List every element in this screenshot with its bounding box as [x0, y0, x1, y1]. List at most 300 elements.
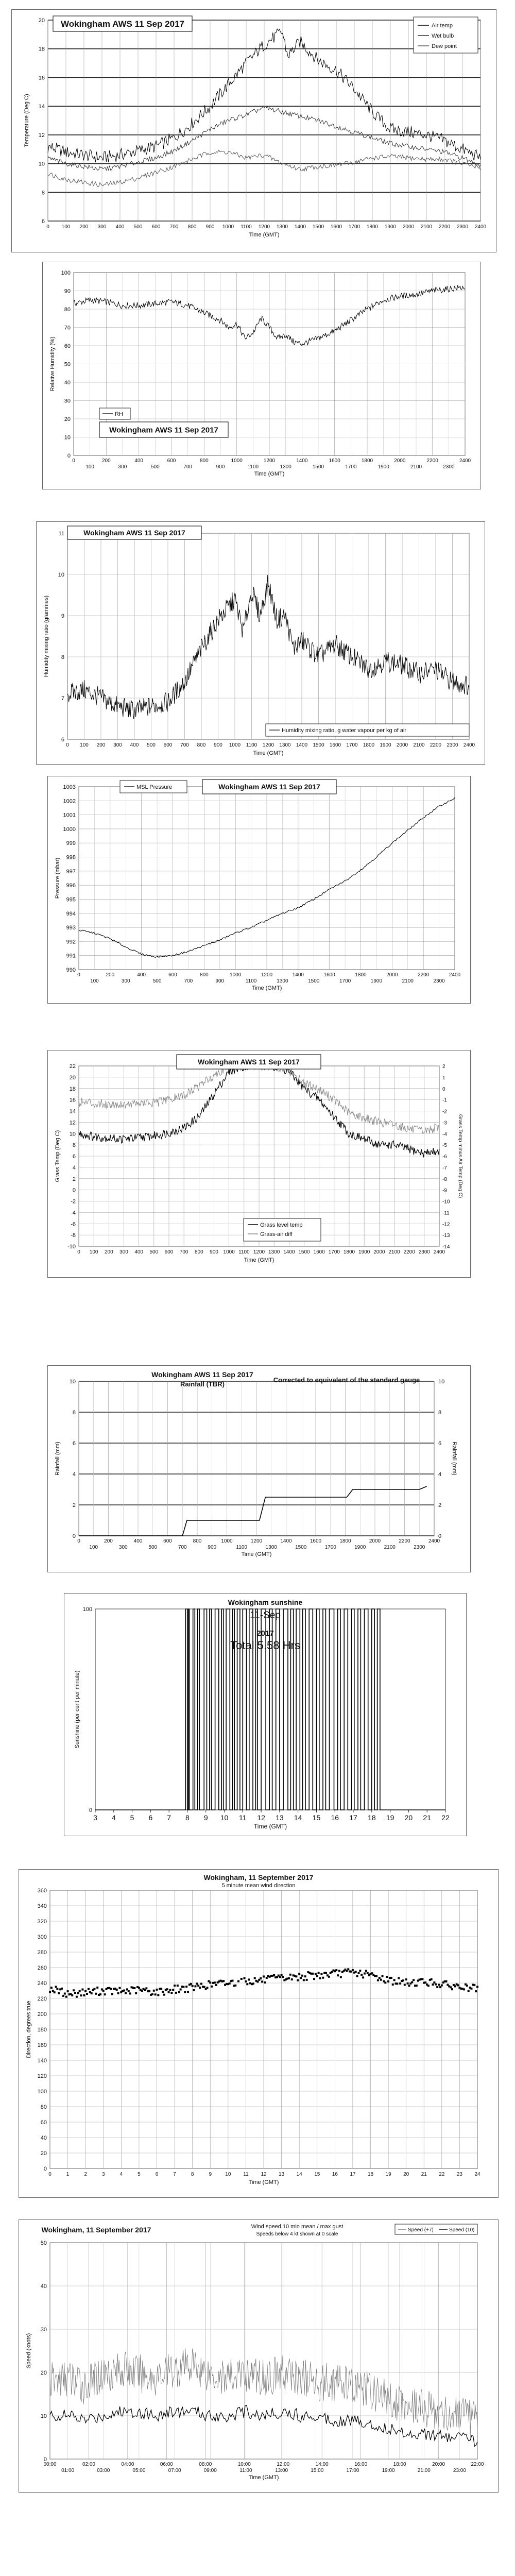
direction-point — [476, 1986, 478, 1988]
x-tick-label: 500 — [147, 742, 156, 748]
x-tick-label: 300 — [113, 742, 122, 748]
x-tick-label: 1900 — [370, 978, 383, 984]
direction-point — [408, 1985, 410, 1987]
x-tick-label: 600 — [151, 224, 161, 230]
y-axis-label: Temperature (Deg C) — [24, 94, 30, 147]
year-label: 2017 — [256, 1629, 274, 1638]
direction-point — [421, 1978, 423, 1980]
x-tick-label: 1900 — [377, 464, 389, 470]
direction-point — [182, 1986, 184, 1988]
y-axis-label: Humidity mixing ratio (grammes) — [43, 595, 49, 677]
direction-point — [433, 1981, 435, 1984]
chart-annotation: Corrected to equivalent of the standard gauge — [273, 1376, 420, 1384]
direction-point — [254, 1977, 256, 1979]
y-tick-label: 100 — [82, 1606, 92, 1613]
x-tick-label: 06:00 — [160, 2462, 173, 2467]
direction-point — [304, 1975, 306, 1977]
y-tick-label: 60 — [64, 343, 71, 349]
x-tick-label: 1100 — [241, 224, 252, 230]
direction-point — [175, 1992, 177, 1994]
direction-point — [84, 1990, 87, 1992]
direction-point — [58, 1992, 60, 1994]
x-tick-label: 1600 — [313, 1249, 325, 1255]
x-tick-label: 1800 — [343, 1249, 355, 1255]
direction-point — [377, 1979, 379, 1981]
y-right-tick-label: 8 — [438, 1410, 442, 1416]
x-tick-label: 19 — [385, 2172, 391, 2177]
direction-point — [393, 1979, 396, 1981]
x-tick-label: 1100 — [236, 1545, 248, 1550]
y-tick-label: 40 — [40, 2135, 47, 2141]
legend-label: Humidity mixing ratio, g water vapour per kg of air — [282, 727, 407, 734]
direction-point — [116, 1989, 118, 1991]
direction-point — [117, 1992, 119, 1994]
y-tick-label: 360 — [37, 1888, 47, 1894]
x-tick-label: 2100 — [388, 1249, 400, 1255]
direction-point — [160, 1988, 162, 1990]
y-tick-label: 12 — [38, 132, 45, 139]
x-tick-label: 1800 — [339, 1538, 351, 1544]
y-tick-label: 1000 — [63, 826, 76, 833]
x-axis-label: Time (GMT) — [244, 1257, 274, 1263]
direction-point — [126, 1988, 128, 1990]
x-tick-label: 1700 — [346, 742, 358, 748]
x-tick-label: 300 — [121, 978, 130, 984]
y-tick-label: 12 — [69, 1120, 76, 1126]
x-tick-label: 11:00 — [239, 2468, 252, 2473]
chart-title: Wokingham AWS 11 Sep 2017 — [198, 1058, 300, 1066]
x-tick-label: 9 — [203, 1814, 208, 1822]
x-tick-label: 800 — [194, 1249, 203, 1255]
direction-point — [261, 1980, 263, 1982]
direction-point — [454, 1985, 456, 1987]
x-tick-label: 2100 — [420, 224, 433, 230]
pressure-chart — [48, 776, 470, 1003]
humidity-chart — [43, 262, 480, 489]
x-tick-label: 1100 — [247, 464, 259, 470]
direction-point — [291, 1978, 293, 1980]
x-tick-label: 5 — [138, 2172, 141, 2177]
x-tick-label: 6 — [148, 1814, 153, 1822]
y-tick-label: 0 — [72, 1533, 76, 1539]
direction-point — [135, 1992, 137, 1994]
x-tick-label: 07:00 — [168, 2468, 181, 2473]
x-tick-label: 500 — [150, 464, 160, 470]
chart-title: Wokingham AWS 11 Sep 2017 — [151, 1370, 253, 1379]
x-tick-label: 900 — [205, 224, 215, 230]
x-tick-label: 0 — [77, 1538, 80, 1544]
x-tick-label: 400 — [115, 224, 125, 230]
x-tick-label: 05:00 — [132, 2468, 146, 2473]
direction-point — [279, 1976, 281, 1978]
x-tick-label: 1500 — [298, 1249, 310, 1255]
direction-point — [199, 1987, 201, 1989]
x-tick-label: 1500 — [295, 1545, 307, 1550]
y-tick-label: 70 — [64, 325, 71, 331]
x-tick-label: 2200 — [403, 1249, 415, 1255]
direction-point — [364, 1973, 366, 1975]
direction-point — [335, 1969, 337, 1971]
x-tick-label: 1400 — [296, 742, 308, 748]
y-right-tick-label: -3 — [442, 1120, 447, 1126]
x-tick-label: 17:00 — [346, 2468, 359, 2473]
y-tick-label: 4 — [72, 1471, 76, 1478]
x-tick-label: 2200 — [430, 742, 442, 748]
y-right-tick-label: -1 — [442, 1097, 447, 1104]
y-tick-label: 340 — [37, 1903, 47, 1909]
x-tick-label: 3 — [93, 1814, 97, 1822]
x-tick-label: 1100 — [245, 978, 257, 984]
direction-point — [281, 1974, 283, 1976]
direction-point — [170, 1992, 173, 1994]
y-tick-label: 300 — [37, 1934, 47, 1940]
direction-point — [439, 1986, 441, 1988]
direction-point — [325, 1972, 327, 1974]
chart-title: Wokingham, 11 September 2017 — [41, 2226, 151, 2234]
x-tick-label: 2 — [84, 2172, 87, 2177]
y-tick-label: 992 — [66, 939, 76, 945]
rainfall-chart — [48, 1366, 470, 1572]
direction-point — [402, 1979, 404, 1981]
x-tick-label: 00:00 — [43, 2462, 57, 2467]
x-tick-label: 22 — [439, 2172, 445, 2177]
x-tick-label: 1900 — [354, 1545, 366, 1550]
direction-point — [174, 1985, 176, 1987]
x-tick-label: 2400 — [449, 972, 461, 978]
x-tick-label: 10 — [220, 1814, 229, 1822]
y-tick-label: 100 — [37, 2089, 47, 2095]
y-tick-label: 10 — [69, 1379, 76, 1385]
y-tick-label: 9 — [61, 613, 64, 619]
x-tick-label: 2000 — [373, 1249, 385, 1255]
y-tick-label: 2 — [72, 1502, 76, 1509]
x-tick-label: 15:00 — [311, 2468, 324, 2473]
direction-point — [266, 1977, 268, 1979]
chart-title: Wokingham AWS 11 Sep 2017 — [109, 426, 218, 435]
direction-point — [441, 1985, 443, 1987]
y-axis-label: Relative Humidity (%) — [49, 336, 56, 392]
direction-point — [297, 1979, 299, 1981]
x-tick-label: 1600 — [329, 458, 340, 464]
temperature-chart — [12, 10, 496, 252]
direction-point — [387, 1980, 389, 1982]
direction-point — [80, 1994, 82, 1996]
direction-point — [392, 1984, 394, 1986]
x-axis-label: Time (GMT) — [253, 750, 284, 756]
y-right-tick-label: 1 — [442, 1075, 445, 1081]
y-tick-label: 50 — [40, 2240, 47, 2246]
y-tick-label: 30 — [40, 2327, 47, 2333]
chart-subtitle: Rainfall (TBR) — [180, 1380, 225, 1388]
direction-point — [214, 1981, 216, 1984]
y-right-tick-label: -6 — [442, 1154, 447, 1160]
x-tick-label: 700 — [179, 1249, 188, 1255]
x-axis-label: Time (GMT) — [248, 2179, 279, 2185]
direction-point — [396, 1982, 398, 1985]
x-tick-label: 200 — [96, 742, 106, 748]
y-right-tick-label: 10 — [438, 1379, 445, 1385]
x-tick-label: 400 — [134, 1249, 144, 1255]
x-tick-label: 600 — [167, 458, 176, 464]
x-tick-label: 1700 — [324, 1545, 336, 1550]
x-tick-label: 100 — [80, 742, 89, 748]
direction-point — [431, 1978, 433, 1980]
y-tick-label: 16 — [69, 1097, 76, 1104]
x-tick-label: 200 — [104, 1538, 113, 1544]
direction-point — [156, 1989, 158, 1991]
direction-point — [102, 1990, 105, 1992]
y-right-tick-label: -11 — [442, 1210, 450, 1216]
direction-point — [133, 1987, 135, 1989]
x-tick-label: 1400 — [283, 1249, 295, 1255]
direction-point — [203, 1986, 205, 1988]
direction-point — [398, 1977, 400, 1979]
x-tick-label: 1700 — [339, 978, 351, 984]
y-tick-label: 10 — [58, 572, 64, 578]
x-tick-label: 10:00 — [237, 2462, 251, 2467]
direction-point — [411, 1981, 413, 1984]
y-tick-label: 14 — [38, 104, 45, 110]
x-tick-label: 15 — [314, 2172, 320, 2177]
x-tick-label: 2000 — [386, 972, 398, 978]
direction-point — [450, 1986, 452, 1988]
y-tick-label: 20 — [64, 416, 71, 422]
x-tick-label: 1400 — [296, 458, 308, 464]
y-right-tick-label: -4 — [442, 1131, 447, 1138]
legend-label: Speed (10) — [449, 2227, 475, 2233]
x-tick-label: 1700 — [345, 464, 357, 470]
x-tick-label: 1800 — [355, 972, 367, 978]
direction-point — [74, 1992, 76, 1994]
x-tick-label: 3 — [101, 2172, 105, 2177]
x-tick-label: 1300 — [280, 464, 291, 470]
x-tick-label: 700 — [178, 1545, 187, 1550]
y-tick-label: 20 — [69, 1074, 76, 1081]
x-tick-label: 2100 — [410, 464, 422, 470]
y-tick-label: 140 — [37, 2058, 47, 2064]
direction-point — [178, 1991, 180, 1993]
direction-point — [337, 1974, 339, 1976]
y-tick-label: 10 — [40, 2413, 47, 2419]
x-tick-label: 1800 — [361, 458, 373, 464]
x-axis-label: Time (GMT) — [241, 1551, 272, 1557]
x-tick-label: 22 — [441, 1814, 450, 1822]
direction-point — [322, 1977, 324, 1979]
x-tick-label: 100 — [85, 464, 95, 470]
x-tick-label: 0 — [77, 972, 80, 978]
direction-point — [328, 1976, 330, 1978]
x-tick-label: 2400 — [428, 1538, 440, 1544]
y-tick-label: 16 — [38, 75, 45, 81]
direction-point — [306, 1979, 308, 1981]
y-tick-label: -8 — [71, 1232, 76, 1239]
y-tick-label: 991 — [66, 953, 76, 959]
x-axis-label: Time (GMT) — [249, 232, 280, 238]
direction-point — [375, 1975, 377, 1977]
x-tick-label: 21 — [421, 2172, 427, 2177]
direction-point — [125, 1992, 127, 1994]
x-tick-label: 700 — [184, 978, 193, 984]
x-axis-label: Time (GMT) — [251, 985, 282, 991]
mixing-ratio-chart-panel — [36, 521, 485, 765]
direction-point — [241, 1978, 243, 1980]
x-tick-label: 18:00 — [393, 2462, 406, 2467]
y-tick-label: 40 — [40, 2283, 47, 2290]
direction-point — [282, 1976, 284, 1978]
y-right-tick-label: -10 — [442, 1199, 450, 1205]
x-tick-label: 0 — [48, 2172, 52, 2177]
y-tick-label: 200 — [37, 2011, 47, 2018]
x-tick-label: 2300 — [443, 464, 455, 470]
x-tick-label: 1 — [66, 2172, 70, 2177]
direction-point — [404, 1984, 406, 1986]
x-tick-label: 1600 — [330, 224, 342, 230]
y-tick-label: 993 — [66, 925, 76, 931]
y-tick-label: 10 — [38, 161, 45, 167]
direction-point — [355, 1971, 357, 1973]
direction-point — [185, 1986, 187, 1988]
y-right-tick-label: 4 — [438, 1471, 442, 1478]
direction-point — [157, 1994, 159, 1996]
direction-point — [295, 1975, 297, 1977]
y-tick-label: 160 — [37, 2042, 47, 2048]
y-tick-label: 14 — [69, 1108, 76, 1115]
x-tick-label: 2300 — [418, 1249, 430, 1255]
y-right-tick-label: 0 — [438, 1533, 442, 1539]
direction-point — [318, 1972, 320, 1974]
x-tick-label: 400 — [133, 1538, 143, 1544]
x-tick-label: 400 — [137, 972, 146, 978]
direction-point — [416, 1985, 418, 1987]
x-tick-label: 100 — [89, 1545, 98, 1550]
wind-speed-chart — [19, 2220, 498, 2492]
y-tick-label: 0 — [72, 1187, 76, 1194]
direction-point — [110, 1988, 112, 1990]
sunshine-chart-panel — [64, 1593, 467, 1836]
x-tick-label: 1800 — [363, 742, 375, 748]
x-tick-label: 1000 — [230, 972, 242, 978]
direction-point — [169, 1989, 171, 1991]
plot-area — [50, 2243, 477, 2459]
y-tick-label: 0 — [89, 1807, 92, 1814]
x-tick-label: 08:00 — [199, 2462, 212, 2467]
direction-point — [347, 1968, 349, 1970]
x-tick-label: 11 — [239, 1814, 247, 1822]
direction-point — [64, 1993, 66, 1995]
y-right-tick-label: -7 — [442, 1165, 447, 1171]
y-tick-label: 1003 — [63, 784, 76, 790]
direction-point — [303, 1979, 305, 1981]
direction-point — [187, 1991, 189, 1993]
y-tick-label: 18 — [38, 46, 45, 53]
direction-point — [356, 1975, 358, 1977]
direction-point — [360, 1974, 363, 1976]
x-tick-label: 800 — [197, 742, 206, 748]
x-tick-label: 23 — [456, 2172, 462, 2177]
direction-point — [95, 1993, 97, 1995]
x-tick-label: 100 — [61, 224, 71, 230]
direction-point — [390, 1977, 392, 1979]
x-tick-label: 10 — [225, 2172, 231, 2177]
x-tick-label: 4 — [119, 2172, 123, 2177]
direction-point — [111, 1993, 113, 1995]
direction-point — [81, 1989, 83, 1991]
y-tick-label: 22 — [69, 1063, 76, 1070]
direction-point — [405, 1978, 407, 1980]
x-tick-label: 2400 — [474, 224, 487, 230]
y-axis-label: Grass Temp (Deg C) — [55, 1130, 61, 1182]
x-tick-label: 09:00 — [203, 2468, 217, 2473]
y-right-tick-label: -2 — [442, 1109, 447, 1115]
y-right-tick-label: 2 — [438, 1502, 442, 1509]
legend-label: Grass-air diff — [260, 1231, 293, 1238]
y-tick-label: 995 — [66, 896, 76, 903]
total-label: Total 5.58 Hrs — [230, 1639, 300, 1652]
x-tick-label: 600 — [163, 1538, 172, 1544]
direction-point — [151, 1993, 153, 1995]
y-tick-label: 999 — [66, 840, 76, 847]
x-tick-label: 1500 — [313, 742, 324, 748]
direction-point — [367, 1972, 369, 1974]
x-tick-label: 20:00 — [432, 2462, 445, 2467]
y-tick-label: 20 — [40, 2150, 47, 2157]
x-tick-label: 300 — [97, 224, 107, 230]
x-tick-label: 700 — [183, 464, 193, 470]
y-right-tick-label: -14 — [442, 1244, 450, 1250]
y-tick-label: 60 — [40, 2120, 47, 2126]
direction-point — [466, 1985, 468, 1987]
y-tick-label: 7 — [61, 696, 64, 702]
x-tick-label: 2200 — [438, 224, 451, 230]
direction-point — [67, 1990, 69, 1992]
direction-point — [320, 1973, 322, 1975]
direction-point — [231, 1980, 233, 1982]
y-right-tick-label: -5 — [442, 1143, 447, 1149]
direction-point — [288, 1977, 290, 1979]
y-tick-label: 240 — [37, 1980, 47, 1987]
direction-point — [234, 1985, 236, 1987]
x-tick-label: 2300 — [456, 224, 469, 230]
x-tick-label: 400 — [134, 458, 144, 464]
x-tick-label: 500 — [149, 1249, 159, 1255]
x-tick-label: 2200 — [418, 972, 430, 978]
x-tick-label: 1600 — [310, 1538, 322, 1544]
x-tick-label: 13:00 — [275, 2468, 288, 2473]
direction-point — [162, 1991, 164, 1993]
x-tick-label: 16 — [332, 2172, 338, 2177]
direction-point — [180, 1989, 182, 1991]
y-right-axis-label: Rainfall (mm) — [451, 1442, 457, 1476]
x-tick-label: 900 — [210, 1249, 218, 1255]
x-tick-label: 1600 — [329, 742, 341, 748]
direction-point — [273, 1974, 275, 1976]
y-tick-label: 11 — [58, 531, 64, 537]
x-tick-label: 1500 — [312, 224, 324, 230]
x-tick-label: 300 — [118, 464, 127, 470]
humidity-chart-panel — [42, 262, 481, 489]
y-tick-label: 0 — [43, 2166, 47, 2172]
x-tick-label: 1300 — [276, 224, 288, 230]
x-tick-label: 21 — [423, 1814, 431, 1822]
direction-point — [104, 1993, 106, 1995]
y-tick-label: 8 — [61, 654, 64, 660]
x-tick-label: 8 — [191, 2172, 194, 2177]
legend-label: Wet bulb — [432, 33, 454, 39]
direction-point — [93, 1988, 95, 1990]
x-tick-label: 1300 — [265, 1545, 277, 1550]
x-tick-label: 1000 — [231, 458, 243, 464]
x-tick-label: 1200 — [262, 742, 274, 748]
